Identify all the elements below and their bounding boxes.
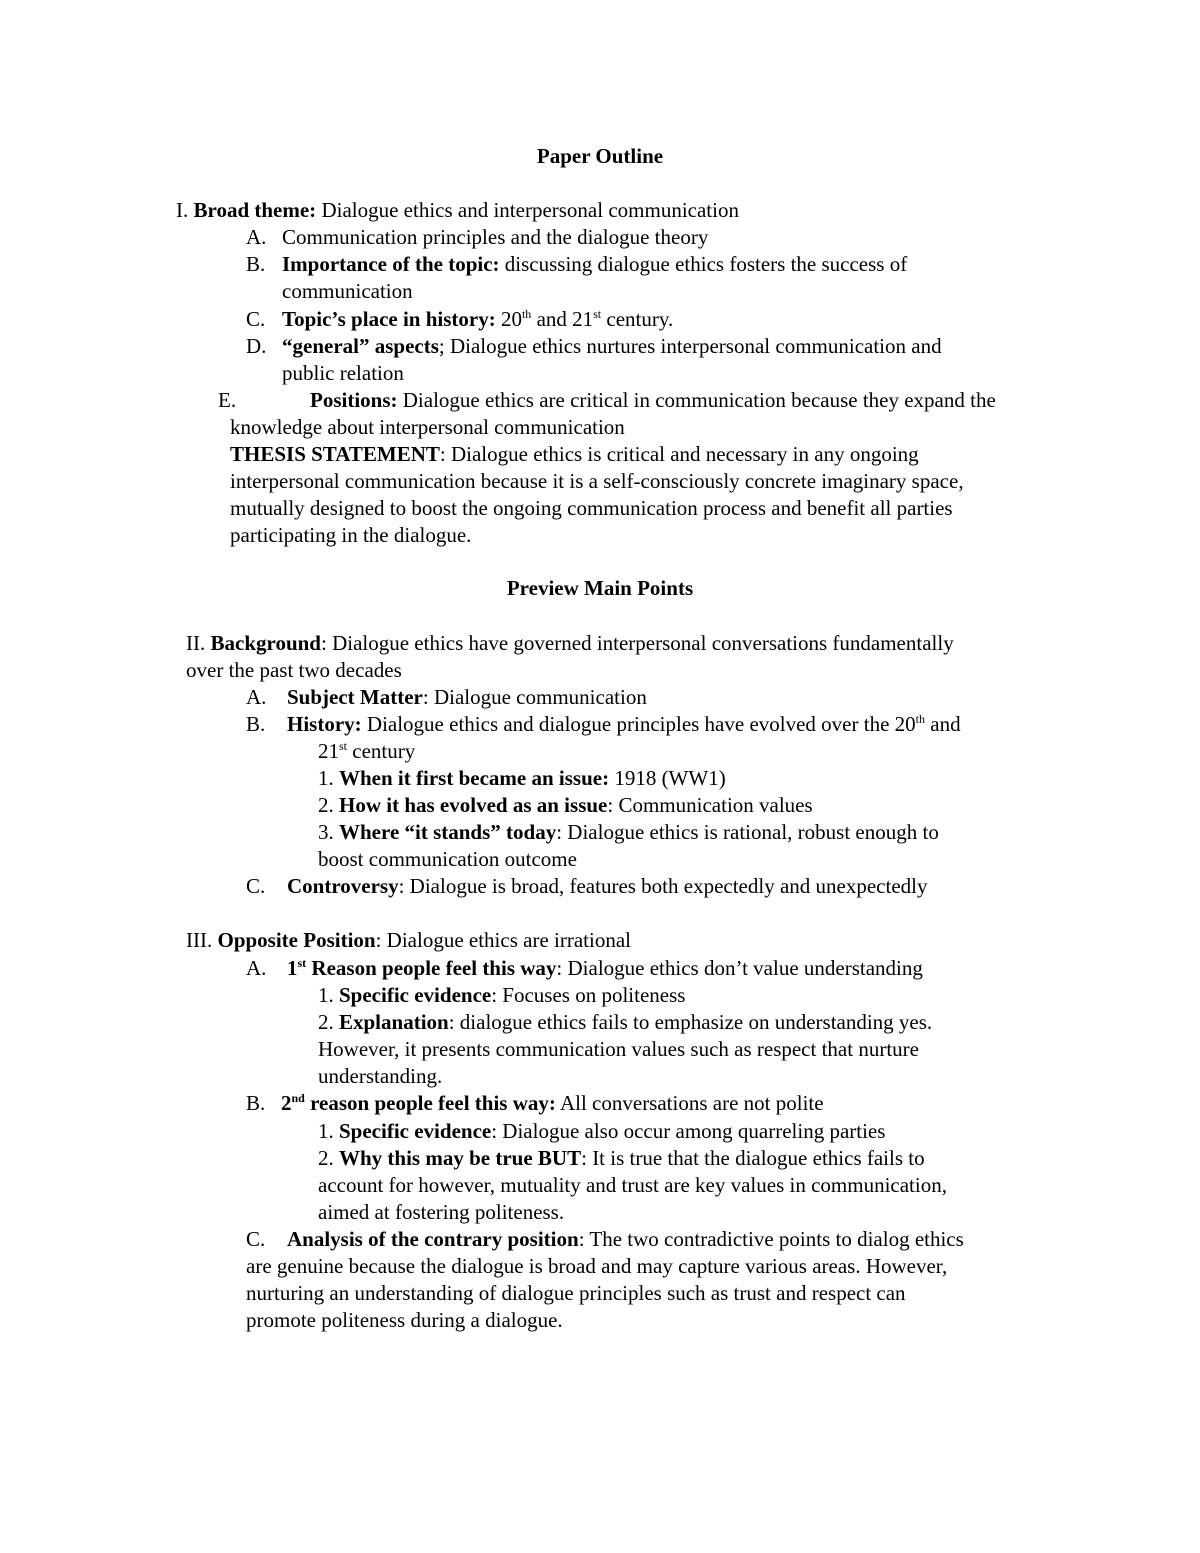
- section-text: : Dialogue ethics have governed interpersonal conversations fundamentally: [321, 631, 954, 655]
- century-number: 20: [495, 307, 522, 331]
- thesis-label: THESIS STATEMENT: [230, 442, 440, 466]
- item-heading: Explanation: [339, 1010, 449, 1034]
- item-text: 1918 (WW1): [609, 766, 726, 790]
- outline-item-1a: [246, 224, 708, 251]
- ordinal-suffix: st: [593, 307, 602, 321]
- item-heading: Specific evidence: [339, 983, 492, 1007]
- outline-item-2b3-cont: boost communication outcome: [318, 847, 577, 871]
- item-heading: Where “it stands” today: [339, 820, 557, 844]
- item-text: : Communication values: [607, 793, 813, 817]
- outline-item-2b: [246, 711, 961, 738]
- outline-item-2b2: [318, 792, 813, 819]
- section-text: Dialogue ethics and interpersonal communication: [316, 198, 739, 222]
- outline-item-3c-cont-3: promote politeness during a dialogue.: [246, 1308, 563, 1332]
- item-label: A.: [246, 685, 267, 709]
- item-text: : dialogue ethics fails to emphasize on understanding yes.: [448, 1010, 933, 1034]
- item-text: and: [925, 712, 961, 736]
- outline-item-3a2-cont-2: understanding.: [318, 1064, 443, 1088]
- outline-item-3b2-cont: account for however, mutuality and trust are key values in communication,: [318, 1173, 947, 1197]
- outline-item-3a2-cont: However, it presents communication values such as respect that nurture: [318, 1037, 919, 1061]
- item-label: 1.: [318, 1119, 334, 1143]
- section-2-heading-cont: over the past two decades: [186, 658, 402, 682]
- outline-item-2a: [246, 684, 647, 711]
- outline-item-3a2: [318, 1009, 932, 1036]
- ordinal-suffix: nd: [291, 1091, 305, 1105]
- thesis-line-3: mutually designed to boost the ongoing communication process and benefit all parties: [230, 496, 953, 520]
- section-text: : Dialogue ethics are irrational: [375, 928, 631, 952]
- outline-item-1c: [246, 306, 673, 333]
- outline-item-3a: [246, 955, 923, 982]
- item-heading: Importance of the topic:: [282, 252, 500, 276]
- item-text: Dialogue ethics and dialogue principles have evolved over the 20: [361, 712, 916, 736]
- item-text: Communication principles and the dialogue theory: [282, 225, 709, 249]
- item-text: and 21: [531, 307, 594, 331]
- outline-item-3b: [246, 1090, 824, 1117]
- item-heading: “general” aspects: [282, 334, 439, 358]
- section-3-heading: [186, 927, 631, 954]
- outline-item-2c: [246, 873, 928, 900]
- item-text: : Dialogue is broad, features both expectedly and unexpectedly: [398, 874, 928, 898]
- item-heading: Subject Matter: [287, 685, 423, 709]
- outline-item-3c-cont-2: nurturing an understanding of dialogue principles such as trust and respect can: [246, 1281, 906, 1305]
- item-text: All conversations are not polite: [555, 1091, 824, 1115]
- section-number: I.: [176, 198, 189, 222]
- ordinal-suffix: st: [339, 739, 348, 753]
- item-heading: Topic’s place in history:: [282, 307, 496, 331]
- outline-item-2b-cont: [318, 738, 415, 765]
- item-label: A.: [246, 225, 267, 249]
- section-number: III.: [186, 928, 213, 952]
- item-label: C.: [246, 874, 266, 898]
- outline-item-1d: [246, 333, 942, 360]
- item-heading: Reason people feel this way: [306, 956, 557, 980]
- section-2-heading: [186, 630, 954, 657]
- item-text: century: [347, 739, 416, 763]
- outline-item-2b3: [318, 819, 939, 846]
- page-title: Paper Outline: [536, 144, 664, 168]
- item-text: discussing dialogue ethics fosters the success of: [499, 252, 908, 276]
- item-heading: reason people feel this way:: [304, 1091, 556, 1115]
- item-label: D.: [246, 334, 267, 358]
- item-text: : Dialogue ethics is rational, robust enough to: [556, 820, 939, 844]
- outline-item-3b1: [318, 1118, 885, 1145]
- item-text: : Focuses on politeness: [491, 983, 686, 1007]
- item-label: 2.: [318, 1146, 334, 1170]
- section-1-heading: [176, 197, 739, 224]
- item-heading: Controversy: [287, 874, 399, 898]
- item-text: : The two contradictive points to dialog ethics: [578, 1227, 964, 1251]
- item-label: B.: [246, 1091, 266, 1115]
- item-text: : Dialogue also occur among quarreling parties: [491, 1119, 886, 1143]
- ordinal-suffix: th: [521, 307, 532, 321]
- item-heading: Analysis of the contrary position: [287, 1227, 579, 1251]
- item-text: Dialogue ethics are critical in communication because they expand the: [397, 388, 996, 412]
- section-label: Broad theme:: [193, 198, 317, 222]
- thesis-line-2: interpersonal communication because it is a self-consciously concrete imaginary space,: [230, 469, 964, 493]
- thesis-statement: [230, 441, 919, 468]
- item-heading: When it first became an issue:: [339, 766, 610, 790]
- ordinal-number: 2: [281, 1091, 292, 1115]
- ordinal-number: 1: [287, 956, 298, 980]
- item-label: 3.: [318, 820, 334, 844]
- ordinal-suffix: st: [297, 956, 307, 970]
- item-heading: Specific evidence: [339, 1119, 492, 1143]
- item-heading: Positions:: [310, 388, 398, 412]
- outline-item-1e-cont: knowledge about interpersonal communication: [230, 415, 625, 439]
- outline-item-1b: [246, 251, 907, 278]
- item-label: A.: [246, 956, 267, 980]
- item-label: 1.: [318, 983, 334, 1007]
- item-label: E.: [218, 388, 237, 412]
- outline-item-3c: [246, 1226, 964, 1253]
- item-label: C.: [246, 1227, 266, 1251]
- item-text: : It is true that the dialogue ethics fails to: [581, 1146, 925, 1170]
- section-label: Background: [210, 631, 321, 655]
- century-number: 21: [318, 739, 339, 763]
- outline-item-3b2: [318, 1145, 925, 1172]
- outline-item-2b1: [318, 765, 726, 792]
- section-number: II.: [186, 631, 206, 655]
- item-heading: How it has evolved as an issue: [339, 793, 608, 817]
- item-label: C.: [246, 307, 266, 331]
- section-label: Opposite Position: [217, 928, 376, 952]
- item-label: B.: [246, 252, 266, 276]
- thesis-line-4: participating in the dialogue.: [230, 523, 472, 547]
- outline-item-1d-cont: public relation: [282, 361, 404, 385]
- item-label: 2.: [318, 793, 334, 817]
- outline-item-3c-cont: are genuine because the dialogue is broad and may capture various areas. However,: [246, 1254, 948, 1278]
- outline-item-1e: [218, 387, 996, 414]
- item-heading: History:: [287, 712, 362, 736]
- item-text: ; Dialogue ethics nurtures interpersonal communication and: [438, 334, 942, 358]
- preview-title: Preview Main Points: [506, 576, 694, 600]
- item-text: : Dialogue communication: [422, 685, 647, 709]
- item-heading: Why this may be true BUT: [339, 1146, 582, 1170]
- thesis-text: : Dialogue ethics is critical and necessary in any ongoing: [439, 442, 919, 466]
- outline-item-1b-cont: communication: [282, 279, 413, 303]
- item-text: : Dialogue ethics don’t value understanding: [556, 956, 923, 980]
- item-label: 1.: [318, 766, 334, 790]
- outline-item-3a1: [318, 982, 685, 1009]
- item-label: B.: [246, 712, 266, 736]
- item-label: 2.: [318, 1010, 334, 1034]
- item-text: century.: [601, 307, 674, 331]
- outline-item-3b2-cont-2: aimed at fostering politeness.: [318, 1200, 565, 1224]
- ordinal-suffix: th: [915, 712, 925, 726]
